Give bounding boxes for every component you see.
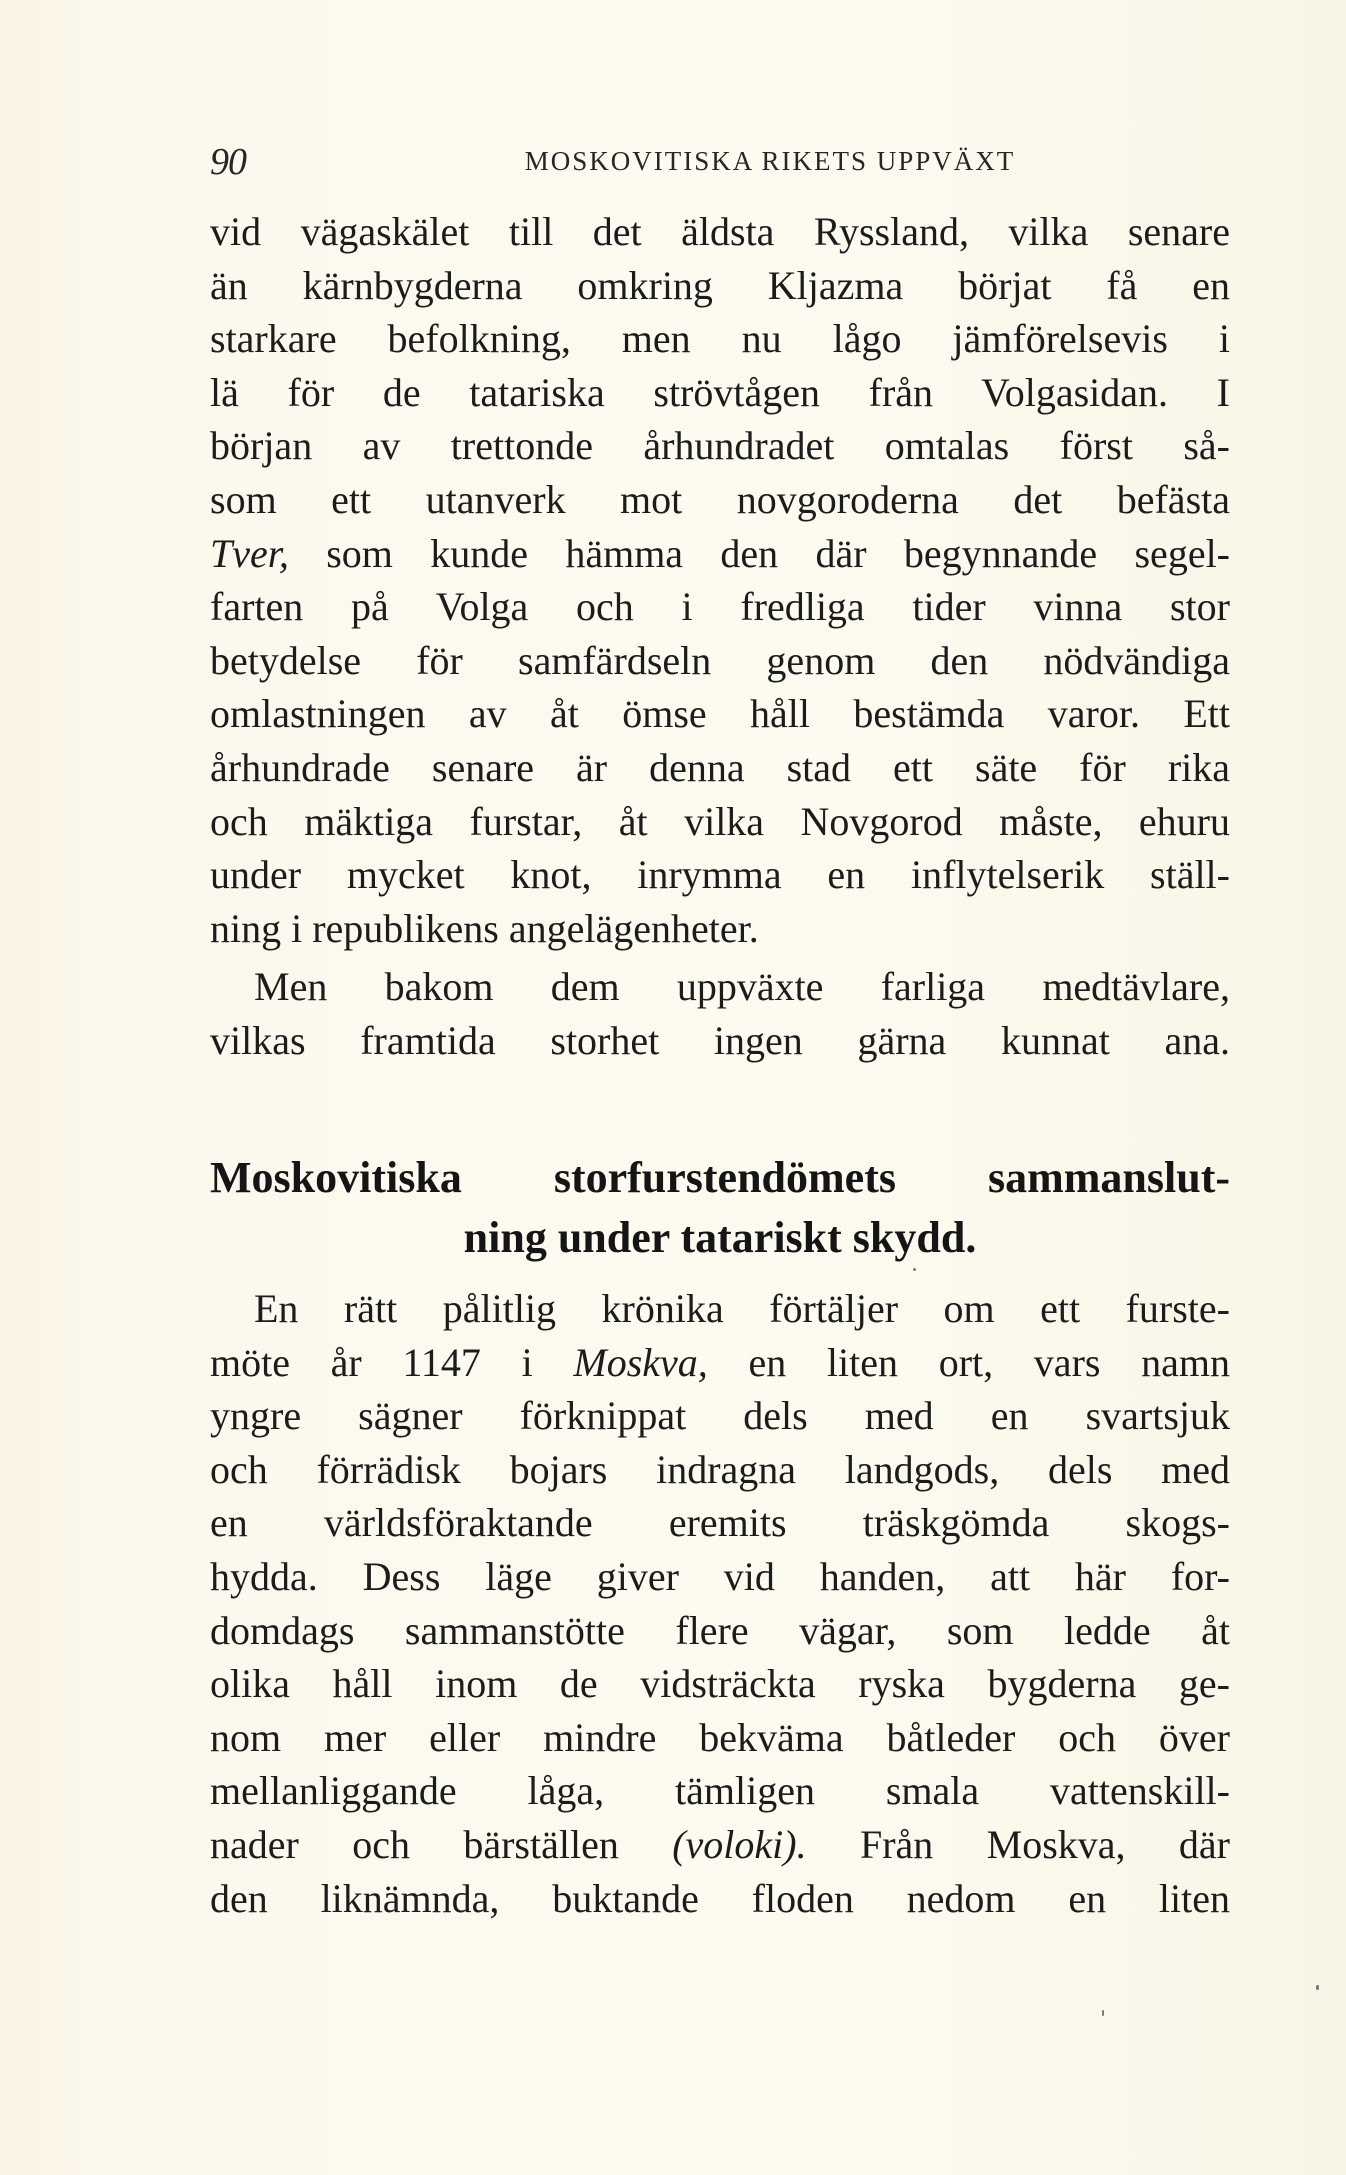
paragraph-1 <box>210 205 1230 955</box>
text-line: och mäktiga furstar, åt vilka Novgorod måste, ehuru <box>210 798 1230 844</box>
heading-line: ning under tatariskt skydd. <box>463 1213 977 1262</box>
text-line: vid vägaskälet till det äldsta Ryssland, vilka senare <box>210 209 1230 254</box>
text-line: betydelse för samfärdseln genom den nödvändiga <box>210 637 1230 683</box>
text-line: En rätt pålitlig krönika förtäljer om ett furste- <box>254 1286 1230 1331</box>
italic-place-name: Tver, <box>210 530 289 576</box>
italic-term: (voloki). <box>672 1821 807 1867</box>
paper-speck <box>1102 2010 1104 2016</box>
heading-line: Moskovitiska storfurstendömets sammanslut- <box>210 1153 1230 1202</box>
text-line: nom mer eller mindre bekväma båtleder och över <box>210 1714 1230 1760</box>
text-line: under mycket knot, inrymma en inflytelserik ställ- <box>210 852 1230 898</box>
text-line: lä för de tatariska strövtågen från Volgasidan. I <box>210 369 1230 415</box>
text-line: omlastningen av åt ömse håll bestämda varor. Ett <box>210 691 1230 737</box>
italic-place-name: Moskva, <box>573 1339 708 1385</box>
text-line: hydda. Dess läge giver vid handen, att här for- <box>210 1553 1230 1599</box>
text-line: domdags sammanstötte flere vägar, som ledde åt <box>210 1607 1230 1653</box>
text-line: århundrade senare är denna stad ett säte för rika <box>210 744 1230 790</box>
running-head: MOSKOVITISKA RIKETS UPPVÄXT <box>524 146 1016 176</box>
text-line: som ett utanverk mot novgoroderna det befästa <box>210 476 1230 522</box>
text-line: ning i republikens angelägenheter. <box>210 905 759 951</box>
text-line: Men bakom dem uppväxte farliga medtävlare, <box>254 964 1230 1009</box>
text-fragment: som kunde hämma den där begynnande segel- <box>288 530 1230 576</box>
text-fragment: nader och bärställen <box>210 1821 673 1867</box>
text-fragment: möte år 1147 i <box>210 1339 574 1385</box>
text-fragment: en liten ort, vars namn <box>707 1339 1230 1385</box>
text-line <box>210 1336 1230 1390</box>
page-number: 90 <box>210 141 246 183</box>
text-line: farten på Volga och i fredliga tider vinna stor <box>210 584 1230 630</box>
text-line: yngre sägner förknippat dels med en svartsjuk <box>210 1393 1230 1439</box>
text-line: starkare befolkning, men nu lågo jämförelsevis i <box>210 316 1230 362</box>
page-header <box>210 140 1230 190</box>
text-line <box>210 1818 1230 1872</box>
text-line: olika håll inom de vidsträckta ryska bygderna ge- <box>210 1661 1230 1707</box>
text-line: början av trettonde århundradet omtalas först så- <box>210 423 1230 469</box>
text-line <box>210 527 1230 581</box>
text-line: den liknämnda, buktande floden nedom en liten <box>210 1875 1230 1921</box>
paper-speck <box>913 1268 916 1271</box>
text-line: en världsföraktande eremits träskgömda skogs- <box>210 1500 1230 1546</box>
text-line: mellanliggande låga, tämligen smala vattenskill- <box>210 1768 1230 1814</box>
paper-speck <box>1316 1985 1319 1990</box>
text-line: vilkas framtida storhet ingen gärna kunnat ana. <box>210 1017 1230 1063</box>
paragraph-3 <box>210 1282 1230 1925</box>
paragraph-2 <box>210 960 1230 1067</box>
text-line: och förrädisk bojars indragna landgods, dels med <box>210 1446 1230 1492</box>
text-fragment: Från Moskva, där <box>806 1821 1230 1867</box>
section-heading <box>210 1148 1230 1268</box>
text-line: än kärnbygderna omkring Kljazma börjat få en <box>210 262 1230 308</box>
